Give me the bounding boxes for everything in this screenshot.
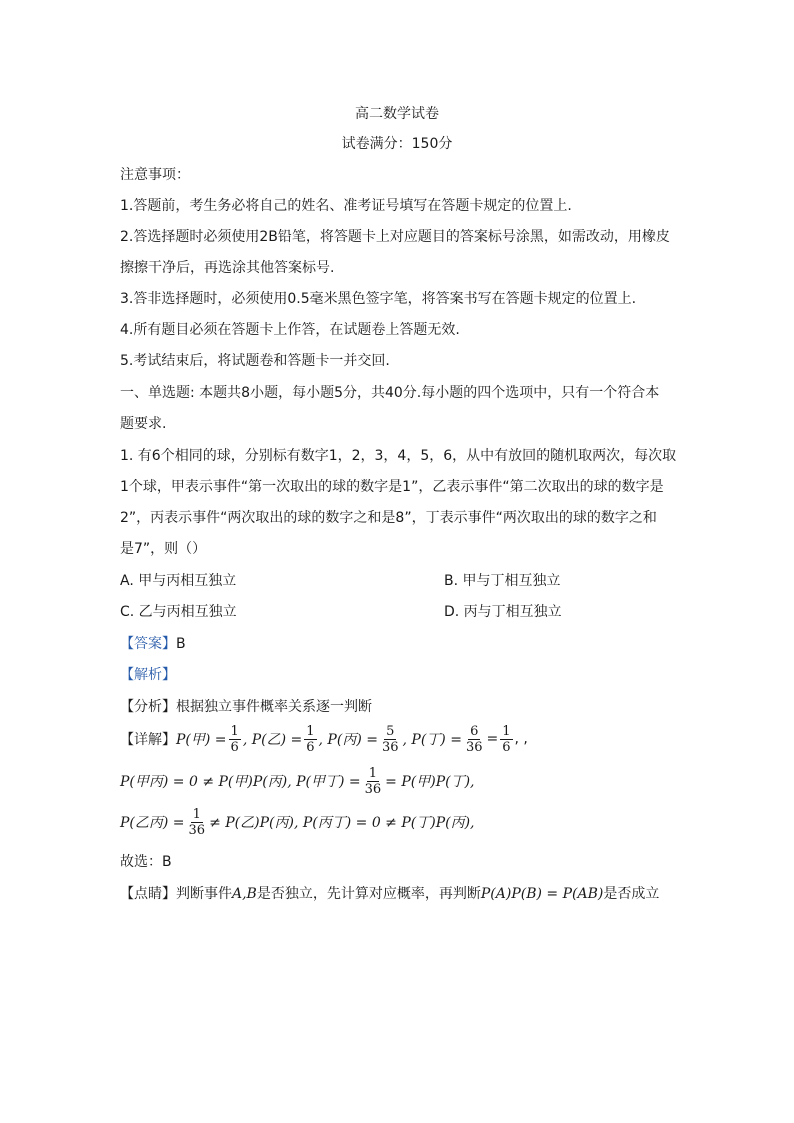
math-expr: =: [486, 731, 499, 747]
fraction: $\frac{6}{36}$: [465, 723, 483, 755]
question-text: 1. 有6个相同的球，分别标有数字1，2，3，4，5，6，从中有放回的随机取两次，每次取: [120, 448, 677, 464]
math-expr: P(甲) =: [176, 732, 227, 748]
answer-value: B: [176, 636, 186, 652]
fenxi-text: 根据独立事件概率关系逐一判断: [176, 699, 372, 715]
math-expr: ≠ P(乙)P(丙), P(丙丁) = 0 ≠ P(丁)P(丙),: [209, 815, 475, 831]
math-expr: P(乙丙) =: [120, 815, 185, 831]
question-text: 2”，丙表示事件“两次取出的球的数字之和是8”，丁表示事件“两次取出的球的数字之和: [120, 510, 657, 526]
analysis-label: 【解析】: [120, 667, 176, 683]
dianjing-text: 是否独立，先计算对应概率，再判断: [256, 886, 481, 902]
fraction: $\frac{1}{6}$: [230, 723, 239, 755]
math-expr: , P(乙) =: [242, 732, 303, 748]
fraction: $\frac{1}{6}$: [502, 723, 511, 755]
dianjing-line: [120, 884, 659, 904]
fenxi-label: 【分析】: [120, 699, 176, 715]
notice-heading: 注意事项：: [120, 167, 190, 183]
detail-line-2: [120, 762, 475, 800]
fraction: $\frac{1}{36}$: [188, 806, 206, 838]
fraction: $\frac{1}{6}$: [306, 723, 315, 755]
option-c: C. 乙与丙相互独立: [120, 604, 237, 620]
detail-line-3: [120, 803, 475, 841]
notice-item: 2.答选择题时必须使用2B铅笔，将答题卡上对应题目的答案标号涂黑，如需改动，用橡皮: [120, 229, 670, 245]
answer-line: [120, 634, 186, 654]
math-expr: = P(甲)P(丁),: [385, 774, 475, 790]
math-tail: , ,: [514, 731, 528, 747]
math-expr: , P(丁) =: [402, 732, 462, 748]
math-expr: A,B: [232, 886, 257, 902]
question-text: 1个球，甲表示事件“第一次取出的球的数字是1”，乙表示事件“第二次取出的球的数字是: [120, 479, 664, 495]
section-heading-cont: 题要求.: [120, 416, 167, 432]
detail-label: 【详解】: [120, 732, 176, 748]
score-line: 试卷满分：150分: [341, 136, 453, 152]
page-title: 高二数学试卷: [355, 106, 439, 122]
option-b: B. 甲与丁相互独立: [444, 573, 561, 589]
detail-line-1: [120, 720, 528, 758]
dianjing-label: 【点睛】: [120, 886, 176, 902]
dianjing-text: 是否成立: [603, 886, 660, 902]
option-a: A. 甲与丙相互独立: [120, 573, 237, 589]
math-expr: , P(丙) =: [318, 732, 378, 748]
notice-item: 4.所有题目必须在答题卡上作答，在试题卷上答题无效.: [120, 322, 460, 338]
notice-item: 1.答题前，考生务必将自己的姓名、准考证号填写在答题卡规定的位置上.: [120, 198, 572, 214]
fenxi-line: [120, 697, 372, 717]
math-expr: P(甲丙) = 0 ≠ P(甲)P(丙), P(甲丁) =: [120, 774, 361, 790]
question-text: 是7”，则（）: [120, 541, 207, 557]
notice-item: 擦擦干净后，再选涂其他答案标号.: [120, 260, 335, 276]
answer-label: 【答案】: [120, 636, 176, 652]
math-expr: P(A)P(B) = P(AB): [480, 886, 604, 902]
dianjing-text: 判断事件: [176, 886, 232, 902]
fraction: $\frac{5}{36}$: [381, 723, 399, 755]
notice-item: 3.答非选择题时，必须使用0.5毫米黑色签字笔，将答案书写在答题卡规定的位置上.: [120, 291, 637, 307]
analysis-heading: [120, 665, 176, 685]
notice-item: 5.考试结束后，将试题卷和答题卡一并交回.: [120, 353, 390, 369]
section-heading: 一、单选题: 本题共8小题，每小题5分，共40分.每小题的四个选项中，只有一个符合本: [120, 385, 660, 401]
fraction: $\frac{1}{36}$: [364, 765, 382, 797]
option-d: D. 丙与丁相互独立: [444, 604, 562, 620]
choose-line: 故选：B: [120, 854, 172, 870]
